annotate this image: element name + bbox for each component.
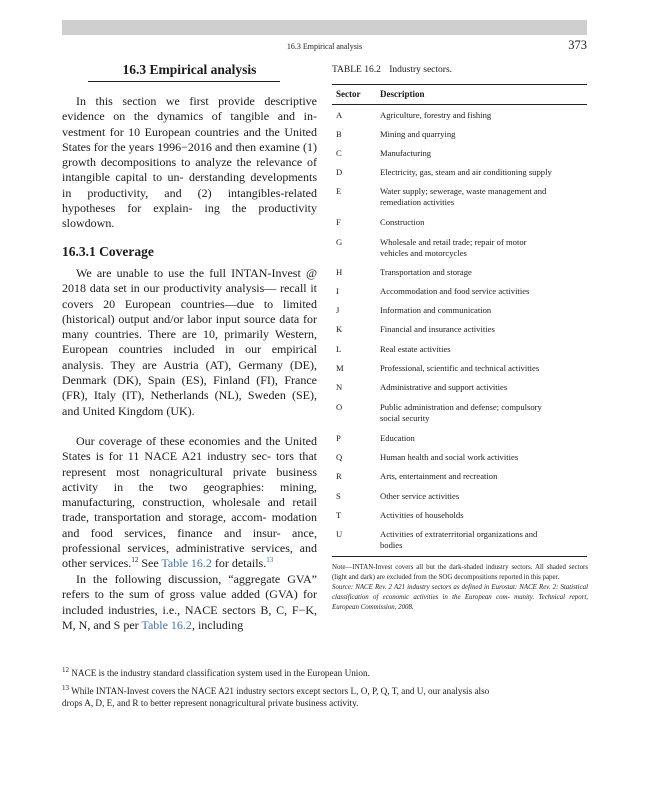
table-caption	[332, 65, 452, 75]
subsection-title: 16.3.1 Coverage	[62, 244, 154, 259]
sector-description: Agriculture, forestry and fishing	[380, 110, 492, 120]
column-header-sector: Sector	[336, 89, 361, 99]
section-title: 16.3 Empirical analysis	[122, 62, 257, 77]
sector-description: Manufacturing	[380, 148, 432, 158]
table-header-rule	[332, 104, 587, 105]
section-title-rule	[88, 81, 280, 82]
sector-code: F	[336, 217, 341, 227]
sector-description: Wholesale and retail trade; repair of motor	[380, 237, 527, 247]
sector-description: Public administration and defense; compulsory	[380, 402, 542, 412]
sector-description: Activities of households	[380, 510, 464, 520]
sector-code: M	[336, 363, 344, 373]
header-band	[62, 20, 587, 35]
sector-code: L	[336, 344, 342, 354]
sector-description: Real estate activities	[380, 344, 451, 354]
table-bottom-rule	[332, 556, 587, 557]
page-number: 373	[568, 38, 587, 52]
running-head	[62, 38, 587, 54]
sector-code: Q	[336, 452, 343, 462]
intro-paragraph: In this section we first provide descriptive evidence on the dynamics of tangible and in- vestment for 10 European countries and the United States for the years 1996−2016 and then examine (1) growth decompositions to analyze the relevance of intangible capital to un- derstanding developments in productivity, and (2) intangibles-related hypotheses for explain- ing the productivity slowdown.	[62, 94, 318, 231]
column-header-description: Description	[380, 89, 425, 99]
sector-code: E	[336, 186, 342, 196]
sector-code: D	[336, 167, 343, 177]
sector-code: S	[336, 491, 341, 501]
coverage-paragraph-2: Our coverage of these economies and the United States is for 11 NACE A21 industry sec- tors that represent most nonagricultural private business activity in the two geographies: mining, manufacturing, construction, wholesale and retail trade, transportation and storage, accom- modation and food services, finance and insur- ance, professional services, administrative services, and other services.$^{12}$ See Table 16.2 for details.$^{13}$	[62, 434, 318, 571]
sector-description: Human health and social work activities	[380, 452, 519, 462]
sector-description: Administrative and support activities	[380, 382, 508, 392]
table-label: TABLE 16.2	[332, 65, 381, 75]
sector-code: J	[336, 305, 340, 315]
sector-code: A	[336, 110, 343, 120]
sector-description: social security	[380, 413, 430, 423]
sector-description: Information and communication	[380, 305, 492, 315]
running-section-title: 16.3 Empirical analysis	[286, 42, 363, 51]
sector-description: Financial and insurance activities	[380, 324, 495, 334]
sector-code: U	[336, 529, 343, 539]
sector-description: Other service activities	[380, 491, 460, 501]
table-16-2-link[interactable]: Table 16.2	[161, 556, 212, 571]
footnote-12: $^{12}$ NACE is the industry standard classification system used in the European Union.	[62, 665, 370, 678]
sector-code: I	[336, 286, 339, 296]
table-note: Note—INTAN-Invest covers all but the dark-shaded industry sectors. All shaded sectors (light and dark) are excluded from the SOG decompositions reported in this paper. Source: NACE Rev. 2 A21 industry sectors as defined in Eurostat: NACE Rev. 2: Statistical classification of economic activities in the European com- munity. Technical report, European Commission, 2008.	[332, 564, 589, 611]
footnote-13: $^{13}$ While INTAN-Invest covers the NACE A21 industry sectors except sectors L, O, P, Q, T, and U, our analysis also drops A, D, E, and R to better represent nonagricultural private business activity.	[62, 683, 490, 708]
sector-description: Professional, scientific and technical activities	[380, 363, 540, 373]
table-16-2-link-2[interactable]: Table 16.2	[141, 617, 192, 632]
sector-code: P	[336, 433, 341, 443]
sector-description: Mining and quarrying	[380, 129, 456, 139]
sector-code: H	[336, 267, 343, 277]
sector-code: K	[336, 324, 343, 334]
sector-code: R	[336, 471, 342, 481]
sector-description: Arts, entertainment and recreation	[380, 471, 498, 481]
coverage-paragraph-1: We are unable to use the full INTAN-Invest @ 2018 data set in our productivity analysis— recall it covers 20 European countries—due to limited (historical) output and/or labor input source data for many countries. There are 10, primarily Western, European countries included in our empirical analysis. They are Austria (AT), Germany (DE), Denmark (DK), Spain (ES), Finland (FI), France (FR), Italy (IT), Netherlands (NL), Sweden (SE), and United Kingdom (UK).	[62, 266, 318, 418]
sector-code: C	[336, 148, 342, 158]
sector-description: Electricity, gas, steam and air conditioning supply	[380, 167, 552, 177]
table-top-rule	[332, 84, 587, 85]
sector-description: Accommodation and food service activities	[380, 286, 530, 296]
sector-description: Education	[380, 433, 415, 443]
footnote-ref-13[interactable]: 13	[266, 556, 274, 565]
table-title: Industry sectors.	[389, 65, 453, 75]
footnote-ref-12[interactable]: 12	[131, 556, 139, 565]
sector-description: Transportation and storage	[380, 267, 472, 277]
sector-description: vehicles and motorcycles	[380, 248, 467, 258]
sector-code: T	[336, 510, 342, 520]
sector-description: remediation activities	[380, 197, 455, 207]
coverage-paragraph-3: In the following discussion, “aggregate GVA” refers to the sum of gross value added (GVA) for included industries, i.e., NACE sectors B, C, F−K, M, N, and S per Table 16.2, including	[62, 572, 317, 632]
sector-code: N	[336, 382, 343, 392]
sector-description: Activities of extraterritorial organizations and	[380, 529, 538, 539]
sector-description: Water supply; sewerage, waste management and	[380, 186, 547, 196]
sector-code: G	[336, 237, 343, 247]
sector-code: O	[336, 402, 343, 412]
sector-description: Construction	[380, 217, 425, 227]
sector-code: B	[336, 129, 342, 139]
sector-description: bodies	[380, 540, 403, 550]
